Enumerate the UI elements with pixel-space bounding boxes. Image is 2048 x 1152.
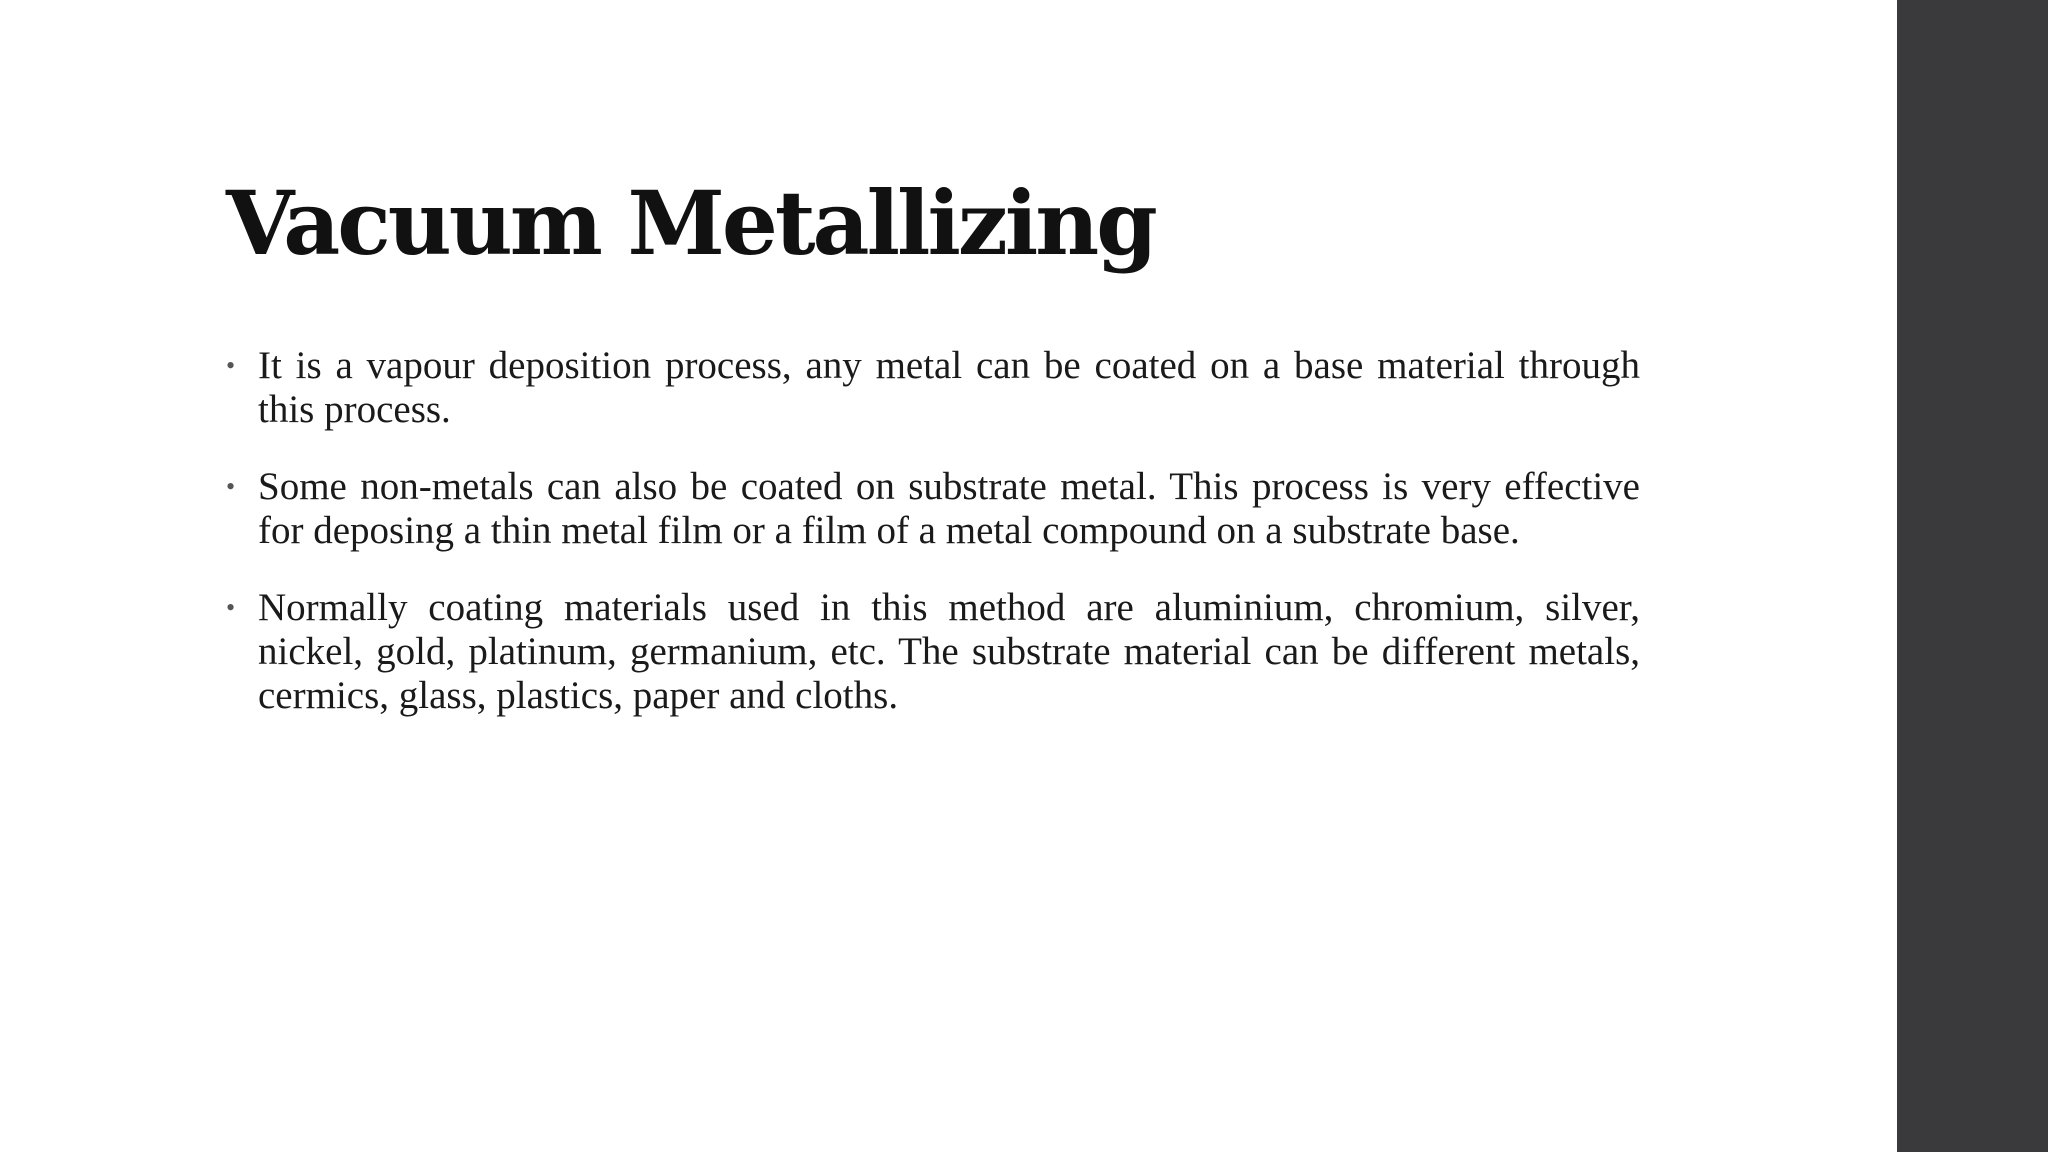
bullet-item: [226, 586, 1640, 718]
bullet-item: [226, 465, 1640, 553]
bullet-item: [226, 344, 1640, 432]
bullet-dot-icon: •: [226, 593, 236, 622]
bullet-text: Some non-metals can also be coated on substrate metal. This process is very effective for deposing a thin metal film or a film of a metal compound on a substrate base.: [258, 465, 1640, 552]
side-panel: [1897, 0, 2048, 1152]
bullet-text: It is a vapour deposition process, any metal can be coated on a base material through this process.: [258, 344, 1640, 431]
bullet-list: [226, 344, 1640, 751]
slide-title: Vacuum Metallizing: [226, 171, 1155, 275]
bullet-dot-icon: •: [226, 351, 236, 380]
bullet-text: Normally coating materials used in this method are aluminium, chromium, silver, nickel, gold, platinum, germanium, etc. The substrate material can be different metals, cermics, glass, plastics, paper and cloths.: [258, 586, 1640, 717]
bullet-dot-icon: •: [226, 472, 236, 501]
